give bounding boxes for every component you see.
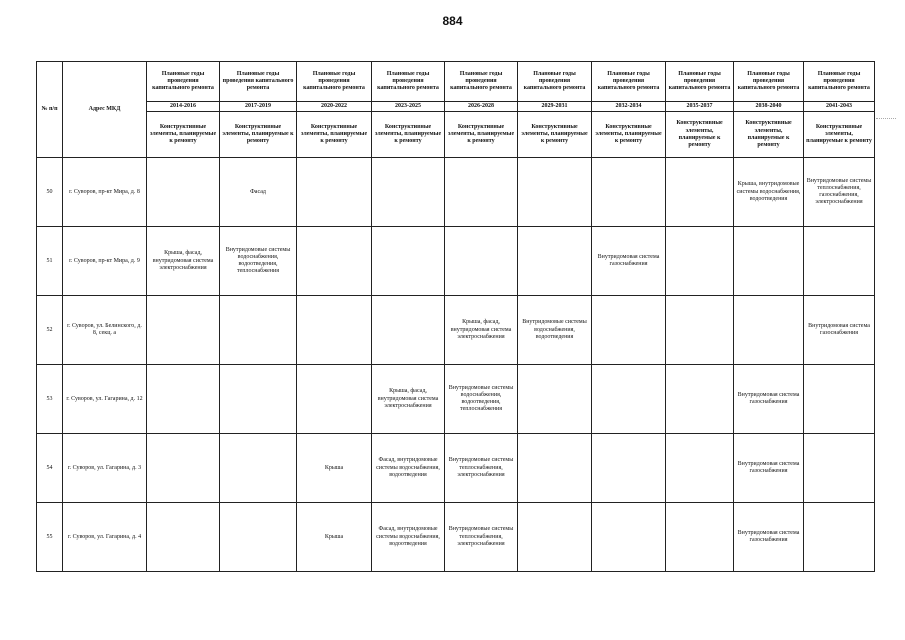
work-cell: Внутридомовая система газоснабжения <box>734 434 804 503</box>
period-years: 2023-2025 <box>372 102 445 112</box>
period-title: Плановые годы проведения капитального ремонта <box>518 62 592 102</box>
work-cell <box>518 365 592 434</box>
period-title: Плановые годы проведения капитального ремонта <box>372 62 445 102</box>
work-cell: Фасад, внутридомовые системы водоснабжения, водоотведения <box>372 434 445 503</box>
work-cell <box>518 158 592 227</box>
work-cell: Внутридомовая система газоснабжения <box>734 503 804 572</box>
work-cell <box>804 227 875 296</box>
work-cell: Крыша <box>297 503 372 572</box>
work-cell: Крыша, фасад, внутридомовая система электроснабжения <box>372 365 445 434</box>
period-years: 2014-2016 <box>147 102 220 112</box>
period-subheader: Конструктивные элементы, планируемые к ремонту <box>372 112 445 158</box>
work-cell <box>804 503 875 572</box>
work-cell <box>666 365 734 434</box>
period-title: Плановые годы проведения капитального ремонта <box>804 62 875 102</box>
work-cell: Фасад, внутридомовые системы водоснабжения, водоотведения <box>372 503 445 572</box>
work-cell: Крыша <box>297 434 372 503</box>
period-subheader: Конструктивные элементы, планируемые к ремонту <box>445 112 518 158</box>
work-cell <box>147 365 220 434</box>
work-cell <box>666 227 734 296</box>
work-cell <box>220 365 297 434</box>
table-row <box>37 227 875 296</box>
work-cell: Внутридомовая система газоснабжения <box>592 227 666 296</box>
page-number: 884 <box>442 14 463 28</box>
work-cell <box>592 434 666 503</box>
period-subheader: Конструктивные элементы, планируемые к ремонту <box>518 112 592 158</box>
work-cell: Внутридомовые системы водоснабжения, водоотведения, теплоснабжения <box>220 227 297 296</box>
work-cell <box>220 503 297 572</box>
period-subheader: Конструктивные элементы, планируемые к ремонту <box>592 112 666 158</box>
period-subheader: Конструктивные элементы, планируемые к ремонту <box>147 112 220 158</box>
work-cell: Крыша, фасад, внутридомовая система электроснабжения <box>445 296 518 365</box>
table-row <box>37 503 875 572</box>
table-body <box>37 158 875 572</box>
work-cell <box>220 296 297 365</box>
work-cell <box>147 158 220 227</box>
work-cell <box>297 365 372 434</box>
work-cell <box>445 158 518 227</box>
work-cell <box>804 365 875 434</box>
row-number: 55 <box>37 503 63 572</box>
work-cell <box>147 434 220 503</box>
period-years: 2035-2037 <box>666 102 734 112</box>
work-cell <box>220 434 297 503</box>
period-subheader: Конструктивные элементы, планируемые к ремонту <box>804 112 875 158</box>
row-address: г. Суворов, ул. Гагарина, д. 3 <box>63 434 147 503</box>
work-cell <box>734 296 804 365</box>
work-cell <box>445 227 518 296</box>
capital-repair-plan-table <box>36 61 875 572</box>
row-address: г. Суворов, пр-кт Мира, д. 8 <box>63 158 147 227</box>
table-row <box>37 296 875 365</box>
col-num-header: № п/п <box>37 62 63 158</box>
period-title: Плановые годы проведения капитального ремонта <box>297 62 372 102</box>
work-cell: Внутридомовые системы водоснабжения, водоотведения, теплоснабжения <box>445 365 518 434</box>
table-row <box>37 158 875 227</box>
work-cell <box>666 503 734 572</box>
table-row <box>37 365 875 434</box>
period-title: Плановые годы проведения капитального ремонта <box>734 62 804 102</box>
row-number: 52 <box>37 296 63 365</box>
period-title: Плановые годы проведения капитального ремонта <box>445 62 518 102</box>
period-years: 2038-2040 <box>734 102 804 112</box>
period-title: Плановые годы проведения капитального ремонта <box>220 62 297 102</box>
row-address: г. Суворов, ул. Гагарина, д. 12 <box>63 365 147 434</box>
work-cell: Внутридомовая система газоснабжения <box>804 296 875 365</box>
work-cell <box>666 158 734 227</box>
work-cell: Внутридомовая система газоснабжения <box>734 365 804 434</box>
work-cell <box>592 365 666 434</box>
work-cell <box>372 158 445 227</box>
work-cell <box>297 227 372 296</box>
row-address: г. Суворов, пр-кт Мира, д. 9 <box>63 227 147 296</box>
row-number: 51 <box>37 227 63 296</box>
work-cell: Фасад <box>220 158 297 227</box>
row-number: 53 <box>37 365 63 434</box>
work-cell: Внутридомовые системы теплоснабжения, электроснабжения <box>445 503 518 572</box>
work-cell <box>518 434 592 503</box>
period-title: Плановые годы проведения капитального ремонта <box>592 62 666 102</box>
work-cell <box>147 503 220 572</box>
work-cell <box>734 227 804 296</box>
period-years: 2032-2034 <box>592 102 666 112</box>
work-cell: Внутридомовые системы водоснабжения, водоотведения <box>518 296 592 365</box>
work-cell <box>147 296 220 365</box>
period-title: Плановые годы проведения капитального ремонта <box>147 62 220 102</box>
work-cell <box>666 296 734 365</box>
work-cell: Внутридомовые системы теплоснабжения, электроснабжения <box>445 434 518 503</box>
work-cell: Крыша, внутридомовые системы водоснабжения, водоотведения <box>734 158 804 227</box>
work-cell <box>297 296 372 365</box>
period-subheader: Конструктивные элементы, планируемые к ремонту <box>220 112 297 158</box>
work-cell <box>592 503 666 572</box>
work-cell <box>372 296 445 365</box>
period-years: 2029-2031 <box>518 102 592 112</box>
work-cell <box>518 503 592 572</box>
work-cell <box>297 158 372 227</box>
row-number: 50 <box>37 158 63 227</box>
period-years: 2017-2019 <box>220 102 297 112</box>
row-number: 54 <box>37 434 63 503</box>
period-years: 2041-2043 <box>804 102 875 112</box>
period-years: 2020-2022 <box>297 102 372 112</box>
row-address: г. Суворов, ул. Гагарина, д. 4 <box>63 503 147 572</box>
work-cell <box>372 227 445 296</box>
period-title: Плановые годы проведения капитального ремонта <box>666 62 734 102</box>
period-subheader: Конструктивные элементы, планируемые к ремонту <box>666 112 734 158</box>
work-cell <box>804 434 875 503</box>
period-subheader: Конструктивные элементы, планируемые к ремонту <box>297 112 372 158</box>
col-address-header: Адрес МКД <box>63 62 147 158</box>
table-header <box>37 62 875 158</box>
work-cell: Внутридомовые системы теплоснабжения, газоснабжения, электроснабжения <box>804 158 875 227</box>
margin-divider <box>876 118 896 119</box>
period-subheader: Конструктивные элементы, планируемые к ремонту <box>734 112 804 158</box>
work-cell <box>592 296 666 365</box>
work-cell <box>592 158 666 227</box>
row-address: г. Суворов, ул. Белинского, д. 8, секц. а <box>63 296 147 365</box>
period-years: 2026-2028 <box>445 102 518 112</box>
work-cell <box>666 434 734 503</box>
table-row <box>37 434 875 503</box>
work-cell: Крыша, фасад, внутридомовая система электроснабжения <box>147 227 220 296</box>
work-cell <box>518 227 592 296</box>
